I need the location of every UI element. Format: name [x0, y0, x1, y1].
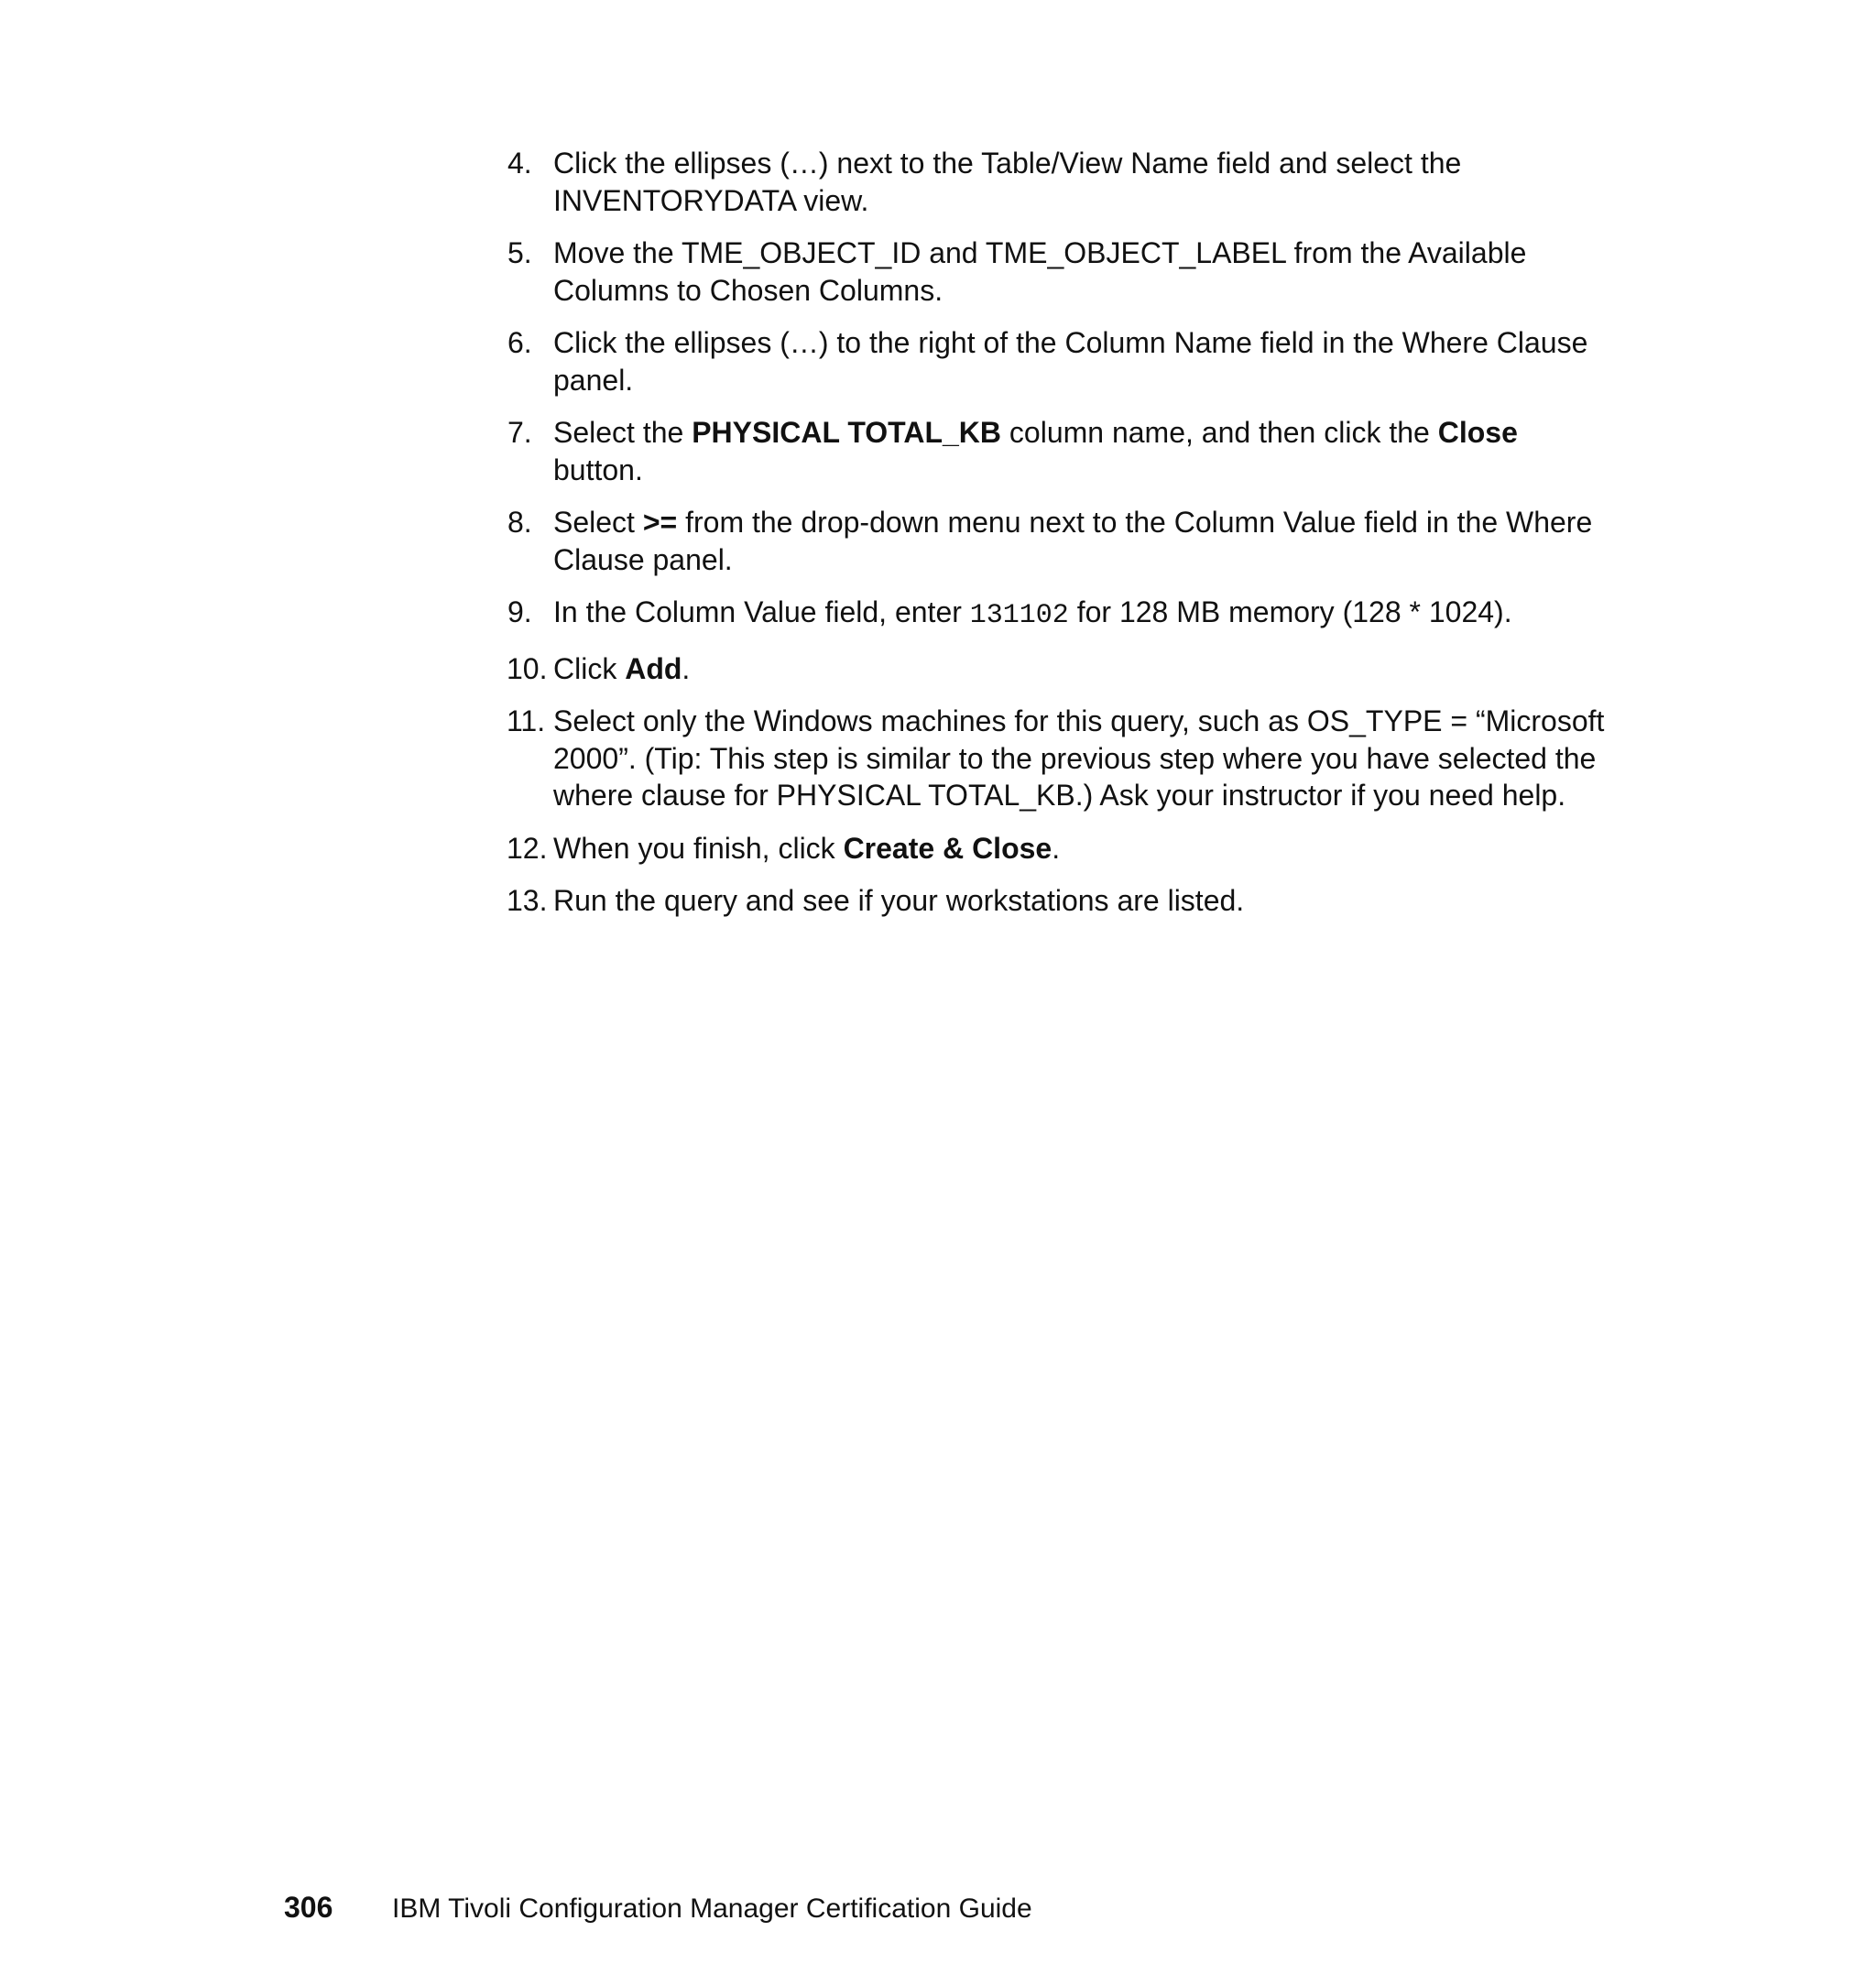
step-12: [507, 830, 1607, 868]
step-number: 5.: [507, 236, 532, 269]
add-label-bold: Add: [625, 651, 682, 685]
step-text: Select: [553, 506, 643, 539]
step-text: .: [1052, 831, 1061, 865]
page-footer: [284, 1891, 1032, 1926]
step-text: Select the: [553, 416, 693, 449]
step-9: [507, 594, 1607, 635]
step-list: [507, 145, 1607, 935]
step-text: Click: [553, 651, 626, 685]
step-number: 12.: [507, 831, 548, 865]
step-6: [507, 324, 1607, 398]
step-5: [507, 235, 1607, 309]
step-number: 11.: [507, 704, 546, 737]
step-text: from the drop-down menu next to the Column Value field in the Where Clause panel.: [553, 506, 1593, 576]
step-text: for 128 MB memory (128 * 1024).: [1068, 595, 1512, 628]
step-text: .: [682, 651, 691, 685]
step-number: 8.: [507, 506, 532, 539]
step-text: Click the ellipses (…) next to the Table/View Name field and select the INVENTORYDATA view.: [553, 147, 1462, 217]
step-13: [507, 882, 1607, 920]
step-number: 6.: [507, 326, 532, 359]
close-label-bold: Close: [1437, 416, 1518, 449]
step-number: 10.: [507, 651, 548, 685]
page-number: 306: [284, 1891, 333, 1924]
step-number: 7.: [507, 416, 532, 449]
step-10: [507, 650, 1607, 688]
step-text: When you finish, click: [553, 831, 844, 865]
column-name-bold: PHYSICAL TOTAL_KB: [692, 416, 1002, 449]
step-7: [507, 414, 1607, 488]
step-text: Run the query and see if your workstations are listed.: [553, 884, 1245, 917]
operator-bold: >=: [642, 506, 678, 539]
book-title: IBM Tivoli Configuration Manager Certification Guide: [392, 1893, 1032, 1924]
step-text: In the Column Value field, enter: [553, 595, 970, 628]
create-close-label-bold: Create & Close: [843, 831, 1053, 865]
step-8: [507, 504, 1607, 578]
step-text: Move the TME_OBJECT_ID and TME_OBJECT_LABEL from the Available Columns to Chosen Columns.: [553, 236, 1527, 307]
step-text: column name, and then click the: [1001, 416, 1438, 449]
step-number: 13.: [507, 884, 548, 917]
step-text: button.: [553, 453, 643, 486]
step-11: [507, 703, 1607, 814]
step-number: 9.: [507, 595, 532, 628]
column-value-code: 131102: [969, 600, 1069, 631]
step-4: [507, 145, 1607, 219]
step-text: Click the ellipses (…) to the right of the Column Name field in the Where Clause panel.: [553, 326, 1588, 397]
step-text: Select only the Windows machines for this query, such as OS_TYPE = “Microsoft 2000”. (Tip: This step is similar to the previous step where you have selected the where clause for PHYSICAL TOTAL_KB.) Ask your instructor if you need help.: [553, 704, 1605, 812]
step-number: 4.: [507, 147, 532, 180]
